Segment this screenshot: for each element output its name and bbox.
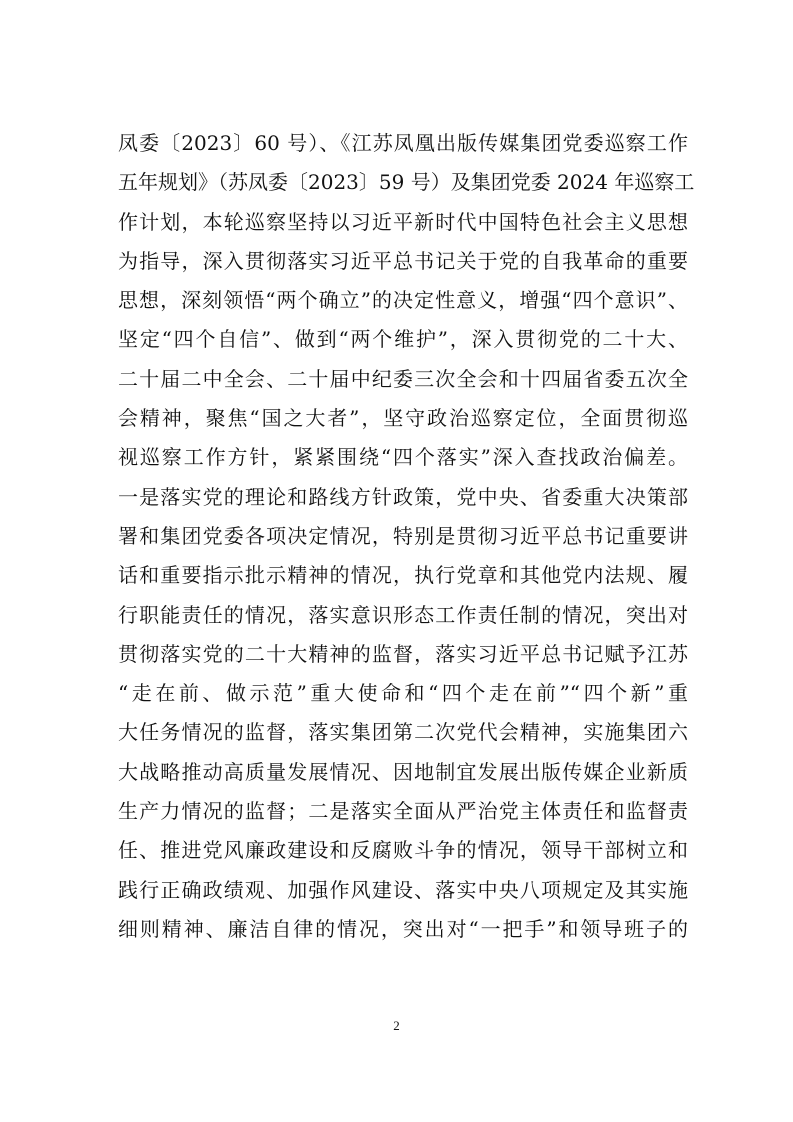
text-line: 五年规划》（苏凤委〔2023〕59 号）及集团党委 2024 年巡察工 [118,170,695,195]
text-line: 会精神，聚焦“国之大者”，坚守政治巡察定位，全面贯彻巡 [118,406,688,431]
text-line: 凤委〔2023〕60 号）、《江苏凤凰出版传媒集团党委巡察工作 [118,131,688,155]
text-line: 坚定“四个自信”、做到“两个维护”，深入贯彻党的二十大、 [118,327,688,352]
text-line: 署和集团党委各项决定情况，特别是贯彻习近平总书记重要讲 [118,523,688,548]
text-line: 践行正确政绩观、加强作风建设、落实中央八项规定及其实施 [118,877,688,902]
body-text [118,124,695,949]
text-line: 为指导，深入贯彻落实习近平总书记关于党的自我革命的重要 [118,248,688,273]
page-number: 2 [393,1018,400,1033]
text-line: 大任务情况的监督，落实集团第二次党代会精神，实施集团六 [118,720,688,745]
text-line: “走在前、做示范”重大使命和“四个走在前”“四个新”重 [118,681,688,706]
text-line: 视巡察工作方针，紧紧围绕“四个落实”深入查找政治偏差。 [118,445,688,470]
text-line: 细则精神、廉洁自律的情况，突出对“一把手”和领导班子的 [118,916,688,941]
text-line: 话和重要指示批示精神的情况，执行党章和其他党内法规、履 [118,563,688,588]
text-line: 思想，深刻领悟“两个确立”的决定性意义，增强“四个意识”、 [118,288,688,313]
text-line: 一是落实党的理论和路线方针政策，党中央、省委重大决策部 [118,484,688,509]
text-line: 生产力情况的监督；二是落实全面从严治党主体责任和监督责 [118,799,688,824]
text-line: 二十届二中全会、二十届中纪委三次全会和十四届省委五次全 [118,366,688,391]
text-line: 大战略推动高质量发展情况、因地制宜发展出版传媒企业新质 [118,759,688,784]
text-line: 贯彻落实党的二十大精神的监督，落实习近平总书记赋予江苏 [118,641,688,666]
text-line: 作计划，本轮巡察坚持以习近平新时代中国特色社会主义思想 [118,209,688,234]
text-line: 任、推进党风廉政建设和反腐败斗争的情况，领导干部树立和 [118,838,688,863]
text-line: 行职能责任的情况，落实意识形态工作责任制的情况，突出对 [118,602,688,627]
